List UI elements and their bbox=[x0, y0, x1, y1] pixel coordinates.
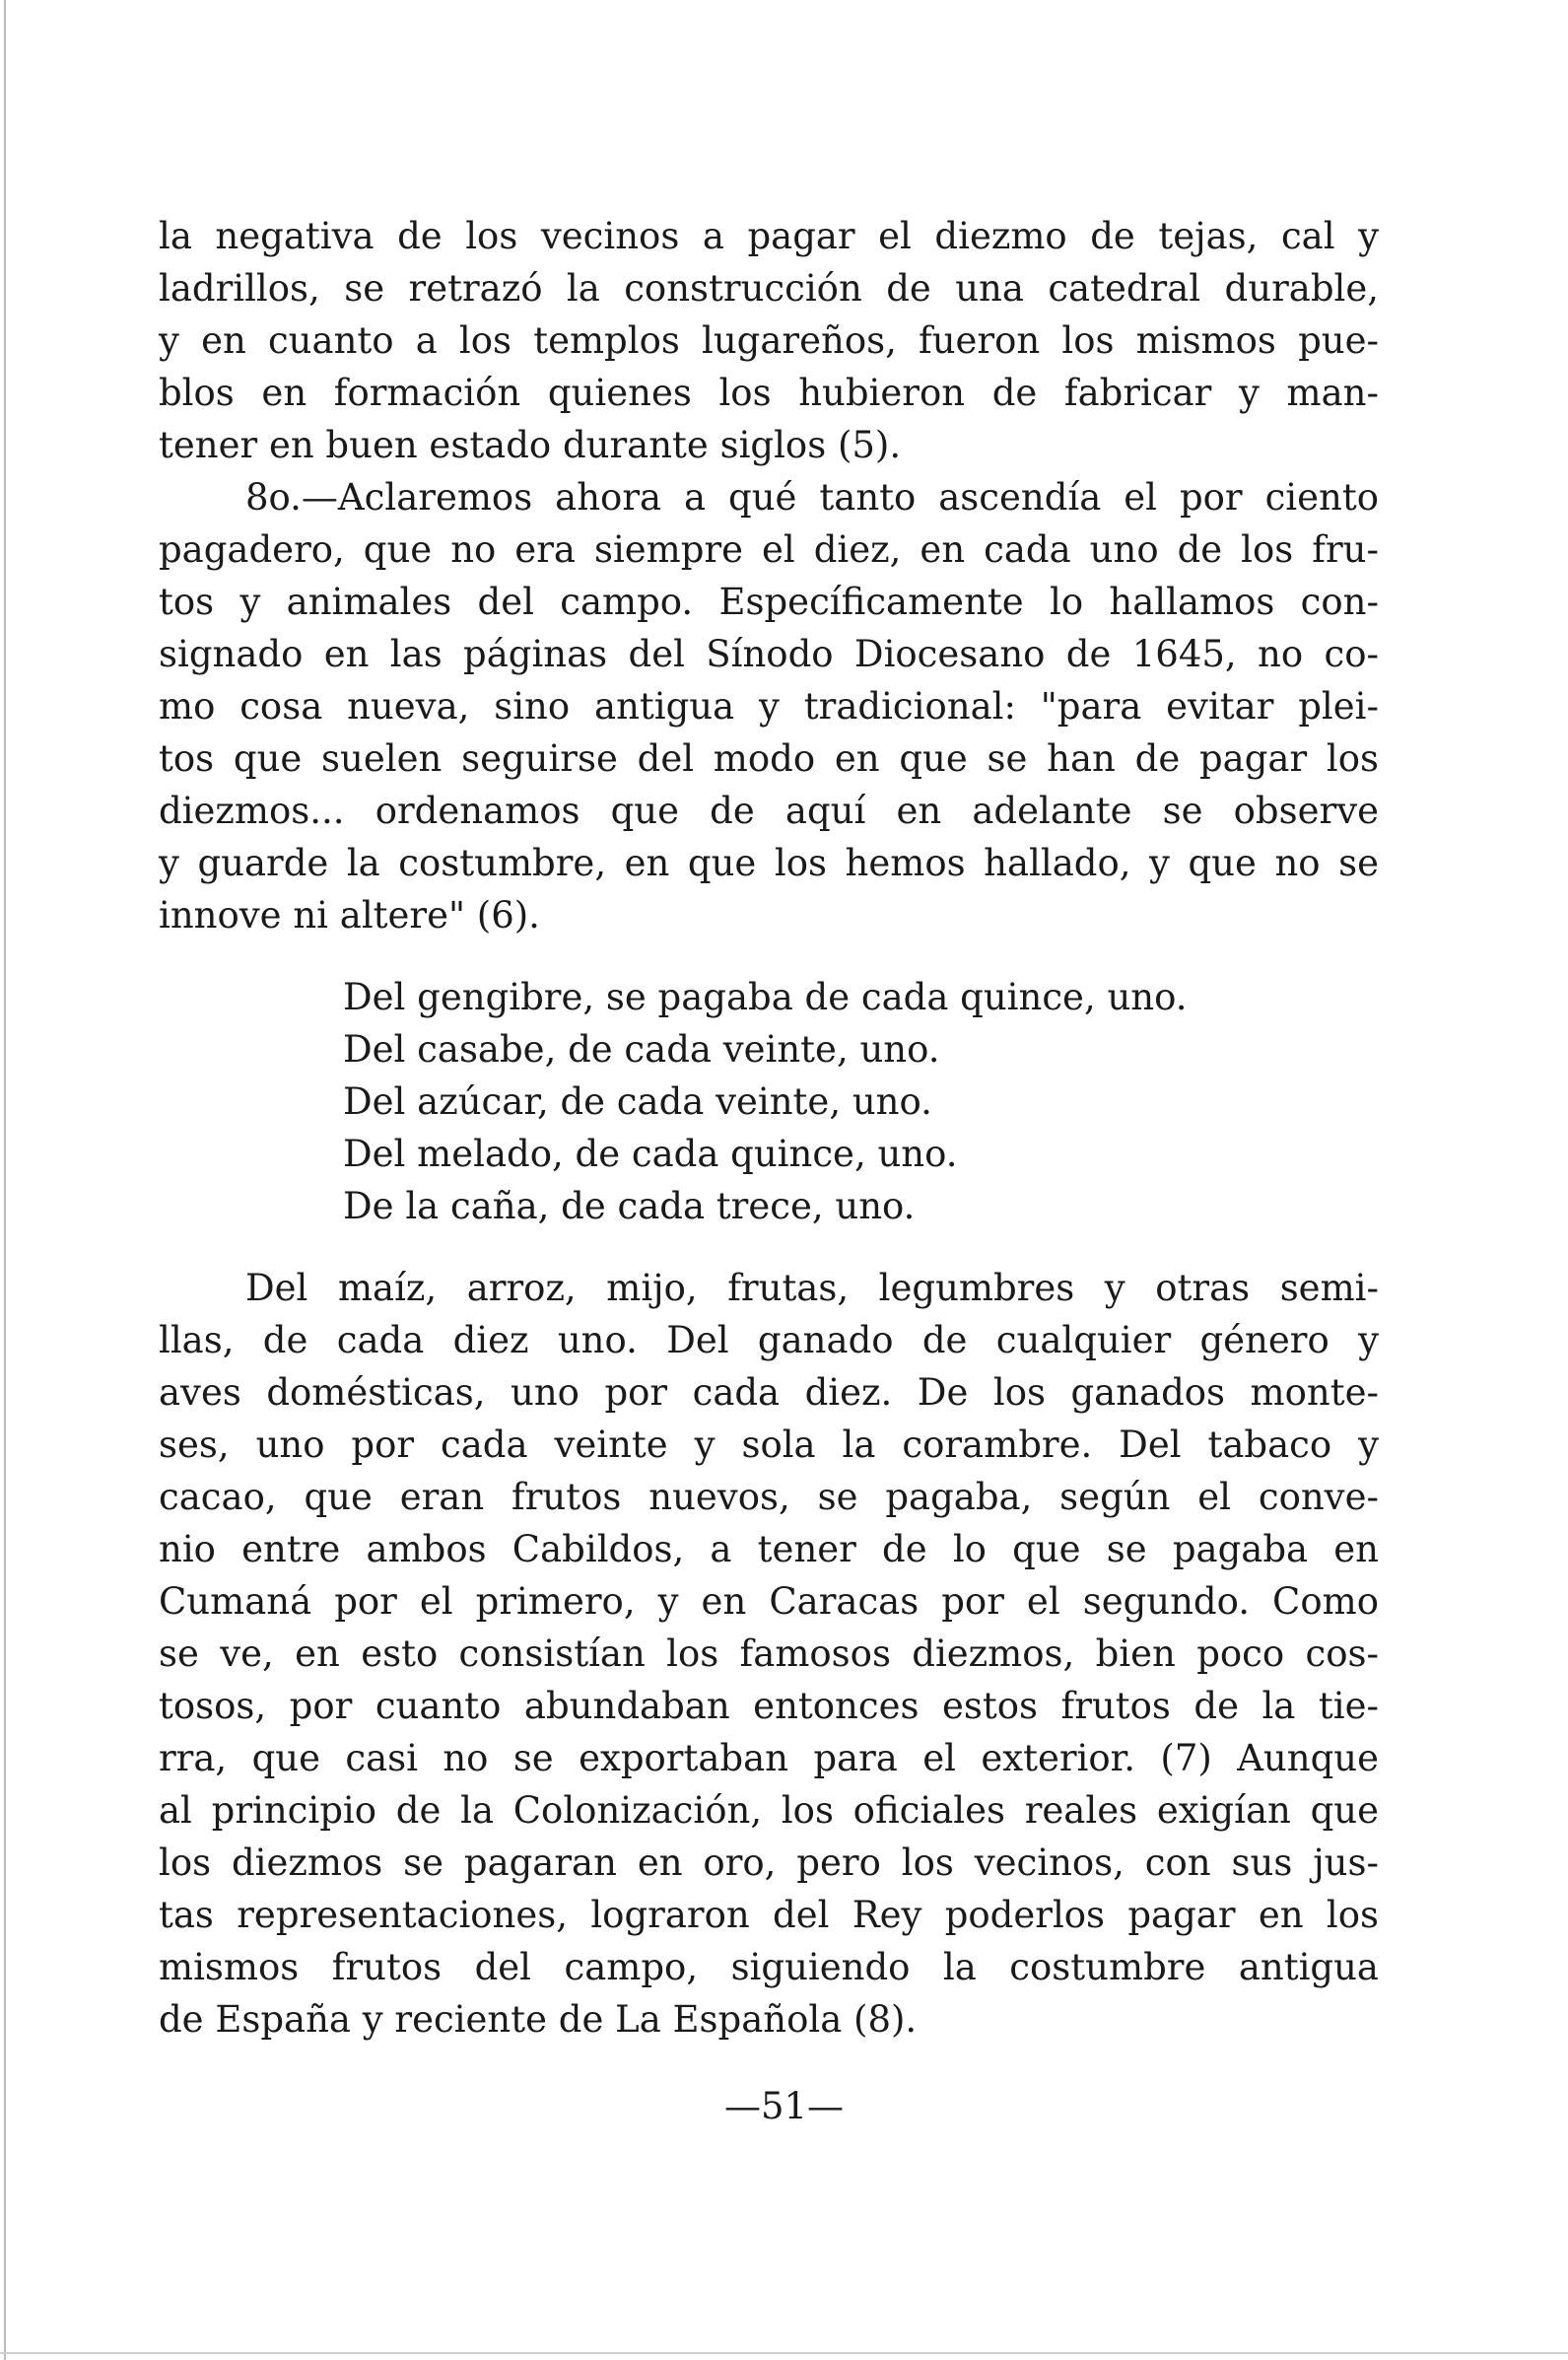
text-line: signado en las páginas del Sínodo Diocesano de 1645, no co- bbox=[159, 633, 1379, 675]
text-line: blos en formación quienes los hubieron de fabricar y man- bbox=[159, 372, 1379, 414]
text-line: tener en buen estado durante siglos (5). bbox=[159, 424, 902, 466]
tithe-rate-list bbox=[343, 971, 1329, 1232]
text-line: tos y animales del campo. Específicamente lo hallamos con- bbox=[159, 581, 1379, 623]
text-line: mo cosa nueva, sino antigua y tradicional: "para evitar plei- bbox=[159, 685, 1379, 728]
text-line: Cumaná por el primero, y en Caracas por el segundo. Como bbox=[159, 1580, 1379, 1623]
list-item: Del melado, de cada quince, uno. bbox=[343, 1133, 958, 1175]
text-line: al principio de la Colonización, los oficiales reales exigían que bbox=[159, 1789, 1379, 1832]
page-number: —51— bbox=[723, 2085, 845, 2127]
body-text-lower bbox=[159, 1262, 1379, 2046]
scan-edge-mark bbox=[4, 0, 6, 2360]
text-line: aves domésticas, uno por cada diez. De los ganados monte- bbox=[159, 1371, 1379, 1414]
text-line: llas, de cada diez uno. Del ganado de cualquier género y bbox=[159, 1319, 1379, 1361]
text-line: innove ni altere" (6). bbox=[159, 894, 540, 937]
text-line: mismos frutos del campo, siguiendo la costumbre antigua bbox=[159, 1946, 1379, 1988]
list-item: De la caña, de cada trece, uno. bbox=[343, 1185, 916, 1227]
list-item: Del gengibre, se pagaba de cada quince, uno. bbox=[343, 976, 1188, 1018]
list-item: Del azúcar, de cada veinte, uno. bbox=[343, 1080, 932, 1123]
text-line: pagadero, que no era siempre el diez, en cada uno de los fru- bbox=[159, 528, 1379, 571]
text-line: ladrillos, se retrazó la construcción de una catedral durable, bbox=[159, 267, 1379, 310]
text-line: y en cuanto a los templos lugareños, fueron los mismos pue- bbox=[159, 319, 1379, 362]
text-line: se ve, en esto consistían los famosos diezmos, bien poco cos- bbox=[159, 1632, 1379, 1675]
paragraph-8-first-line: 8o.—Aclaremos ahora a qué tanto ascendía el por ciento bbox=[245, 476, 1379, 519]
text-line: tosos, por cuanto abundaban entonces estos frutos de la tie- bbox=[159, 1685, 1379, 1727]
list-item: Del casabe, de cada veinte, uno. bbox=[343, 1028, 940, 1071]
text-line: y guarde la costumbre, en que los hemos hallado, y que no se bbox=[159, 842, 1379, 884]
text-line: diezmos... ordenamos que de aquí en adelante se observe bbox=[159, 790, 1379, 832]
text-line: de España y reciente de La Española (8). bbox=[159, 1998, 918, 2041]
text-line: cacao, que eran frutos nuevos, se pagaba, según el conve- bbox=[159, 1476, 1379, 1518]
text-line: la negativa de los vecinos a pagar el diezmo de tejas, cal y bbox=[159, 215, 1379, 257]
body-text-upper bbox=[159, 210, 1379, 941]
text-line: nio entre ambos Cabildos, a tener de lo que se pagaba en bbox=[159, 1528, 1379, 1570]
text-line: ses, uno por cada veinte y sola la corambre. Del tabaco y bbox=[159, 1423, 1379, 1466]
scan-edge-mark bbox=[0, 2352, 1568, 2354]
text-line: tas representaciones, lograron del Rey poderlos pagar en los bbox=[159, 1894, 1379, 1936]
text-line: tos que suelen seguirse del modo en que se han de pagar los bbox=[159, 737, 1379, 780]
text-line: Del maíz, arroz, mijo, frutas, legumbres y otras semi- bbox=[245, 1267, 1379, 1309]
text-line: los diezmos se pagaran en oro, pero los vecinos, con sus jus- bbox=[159, 1841, 1379, 1884]
text-line: rra, que casi no se exportaban para el exterior. (7) Aunque bbox=[159, 1737, 1379, 1779]
